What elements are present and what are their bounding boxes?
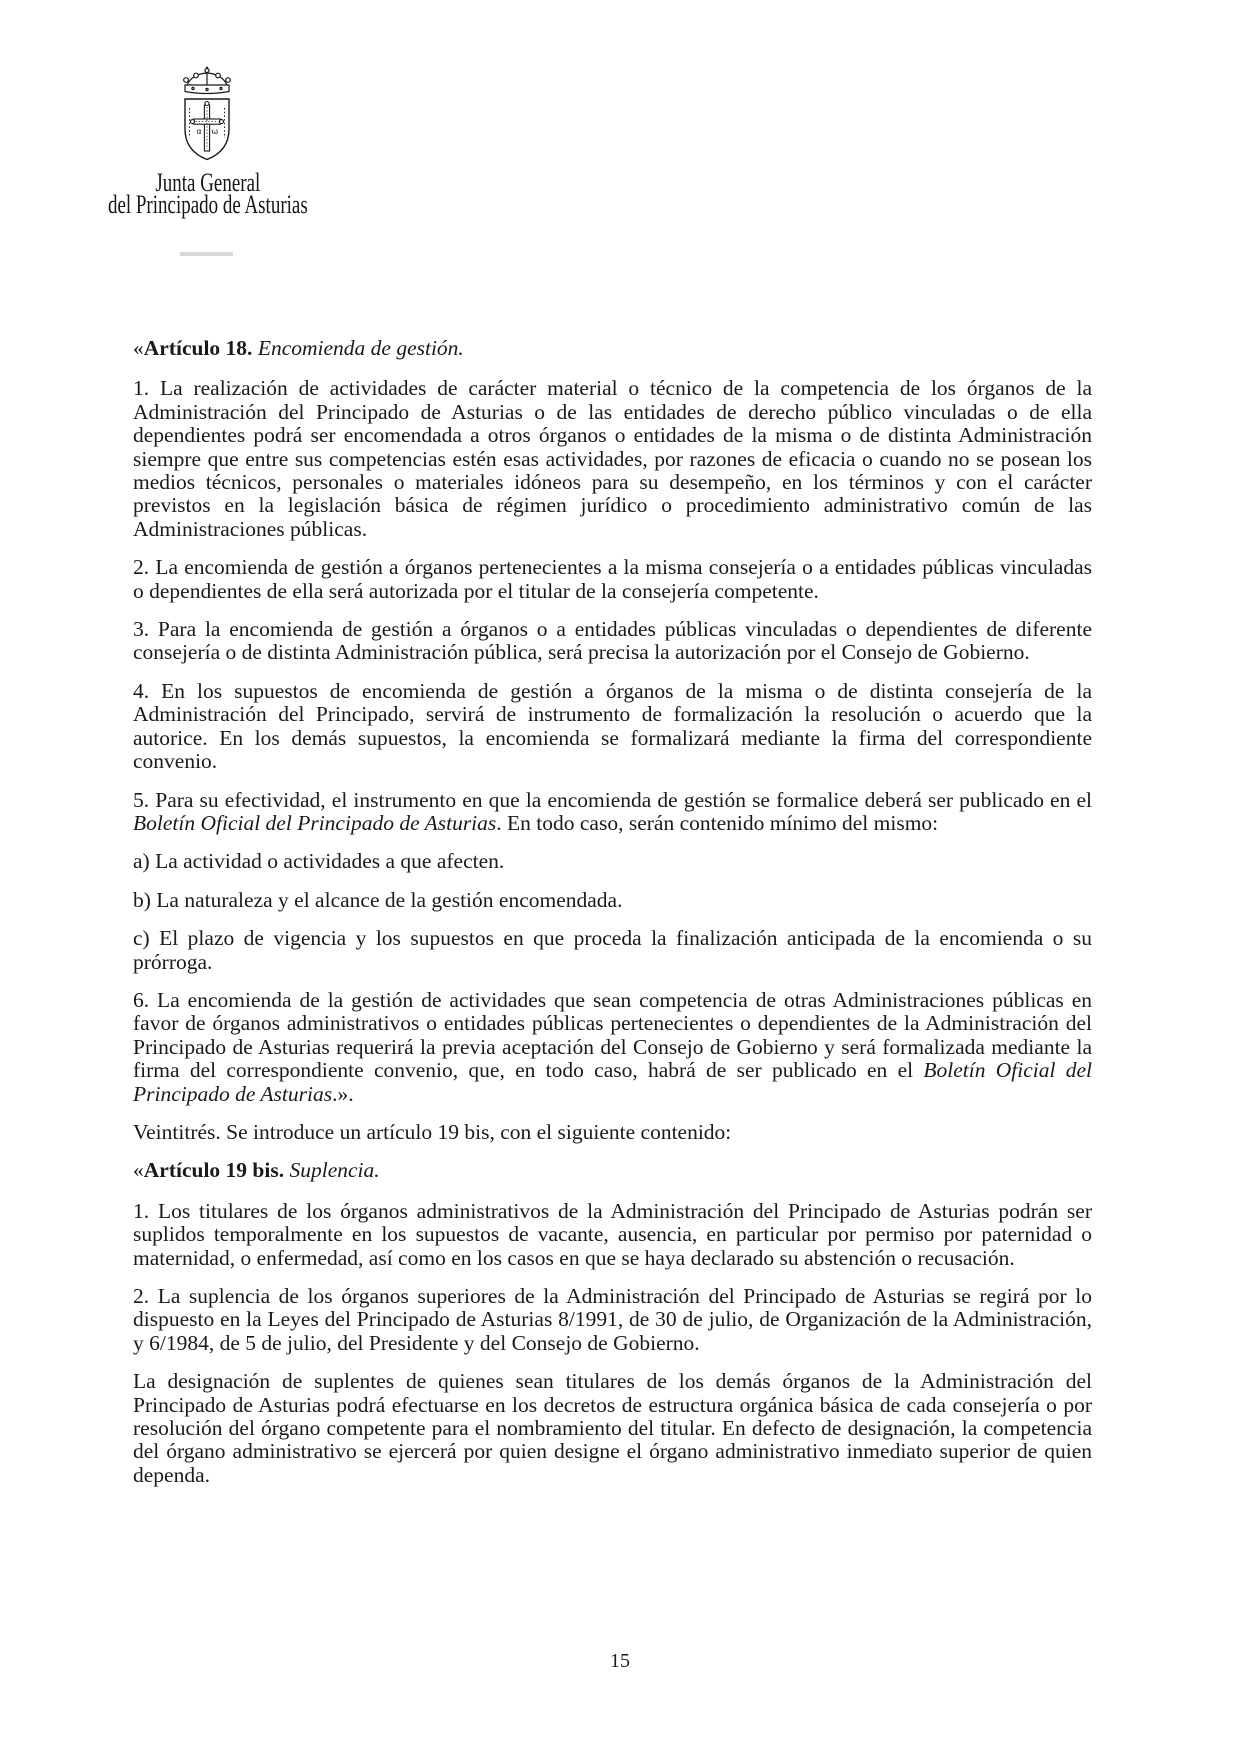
official-bulletin-reference: Boletín Oficial del Principado de Asturias (133, 810, 497, 835)
opening-quote: « (133, 1158, 144, 1183)
article-18-paragraph-5: 5. Para su efectividad, el instrumento en que la encomienda de gestión se formalice deberá ser publicado en el Boletín Oficial del Principado de Asturias. En todo caso, serán contenido mínimo del mismo: (133, 787, 1092, 835)
svg-text:ω: ω (211, 127, 219, 136)
article-18-paragraph-3: 3. Para la encomienda de gestión a órganos o a entidades públicas vinculadas o dependientes de diferente consejería o de distinta Administración pública, será precisa la autorización por el Consejo de Gobierno. (133, 617, 1092, 665)
svg-text:α: α (196, 127, 202, 136)
article-18-paragraph-2: 2. La encomienda de gestión a órganos pertenecientes a la misma consejería o a entidades públicas vinculadas o dependientes de ella será autorizada por el titular de la consejería competente. (133, 555, 1092, 603)
header-divider (180, 252, 233, 256)
article-18-title: Encomienda de gestión. (257, 336, 464, 360)
article-18-number: Artículo 18. (143, 336, 258, 360)
article-18-heading (133, 337, 1092, 360)
amendment-intro: Veintitrés. Se introduce un artículo 19 bis, con el siguiente contenido: (133, 1119, 732, 1144)
article-18-item-a: a) La actividad o actividades a que afecten. (133, 849, 505, 874)
article-18-item-b: b) La naturaleza y el alcance de la gestión encomendada. (133, 887, 623, 912)
article-19bis-paragraph-2: 2. La suplencia de los órganos superiores de la Administración del Principado de Asturias se regirá por lo dispuesto en la Leyes del Principado de Asturias 8/1991, de 30 de julio, de Organización de la Administración, y 6/1984, de 5 de julio, del Presidente y del Consejo de Gobierno. (133, 1284, 1092, 1355)
page-number: 15 (610, 1650, 630, 1672)
organization-name-line2: del Principado de Asturias (108, 190, 308, 219)
article-18-paragraph-6: 6. La encomienda de la gestión de actividades que sean competencia de otras Administraciones públicas en favor de órganos administrativos o entidades públicas pertenecientes o dependientes de la Administración del Principado de Asturias requerirá la previa aceptación del Consejo de Gobierno y será formalizada mediante la firma del correspondiente convenio, que, en todo caso, habrá de ser publicado en el Boletín Oficial del Principado de Asturias.». (133, 987, 1092, 1106)
organization-name (0, 168, 416, 219)
organization-name-line1: Junta General (155, 168, 261, 197)
coat-of-arms-icon (172, 66, 242, 164)
article-19bis-number: Artículo 19 bis. (143, 1158, 290, 1183)
article-19bis-title: Suplencia. (289, 1158, 380, 1183)
opening-quote: « (133, 336, 144, 360)
document-body (133, 337, 1092, 1502)
article-19bis-heading (133, 1159, 1092, 1182)
article-18-paragraph-1: 1. La realización de actividades de carácter material o técnico de la competencia de los órganos de la Administración del Principado de Asturias o de las entidades de derecho público vinculadas o de ella dependientes podrá ser encomendada a otros órganos o entidades de la misma o de distinta Administración siempre que entre sus competencias estén esas actividades, por razones de eficacia o cuando no se posean los medios técnicos, personales o materiales idóneos para su desempeño, en los términos y con el carácter previstos en la legislación básica de régimen jurídico o procedimiento administrativo común de las Administraciones públicas. (133, 376, 1092, 541)
article-18-item-c: c) El plazo de vigencia y los supuestos en que proceda la finalización anticipada de la encomienda o su prórroga. (133, 926, 1092, 974)
article-18-paragraph-4: 4. En los supuestos de encomienda de gestión a órganos de la misma o de distinta consejería de la Administración del Principado, servirá de instrumento de formalización la resolución o acuerdo que la autorice. En los demás supuestos, la encomienda se formalizará mediante la firma del correspondiente convenio. (133, 678, 1092, 774)
official-bulletin-reference: Boletín Oficial del Principado de Asturias (133, 1058, 1092, 1106)
article-19bis-paragraph-1: 1. Los titulares de los órganos administrativos de la Administración del Principado de Asturias podrán ser suplidos temporalmente en los supuestos de vacante, ausencia, en particular por permiso por paternidad o maternidad, o enfermedad, así como en los casos en que se haya declarado su abstención o recusación. (133, 1198, 1092, 1270)
article-19bis-paragraph-3: La designación de suplentes de quienes sean titulares de los demás órganos de la Administración del Principado de Asturias podrá efectuarse en los decretos de estructura orgánica básica de cada consejería o por resolución del órgano competente para el nombramiento del titular. En defecto de designación, la competencia del órgano administrativo se ejercerá por quien designe el órgano administrativo inmediato superior de quien dependa. (133, 1369, 1092, 1487)
